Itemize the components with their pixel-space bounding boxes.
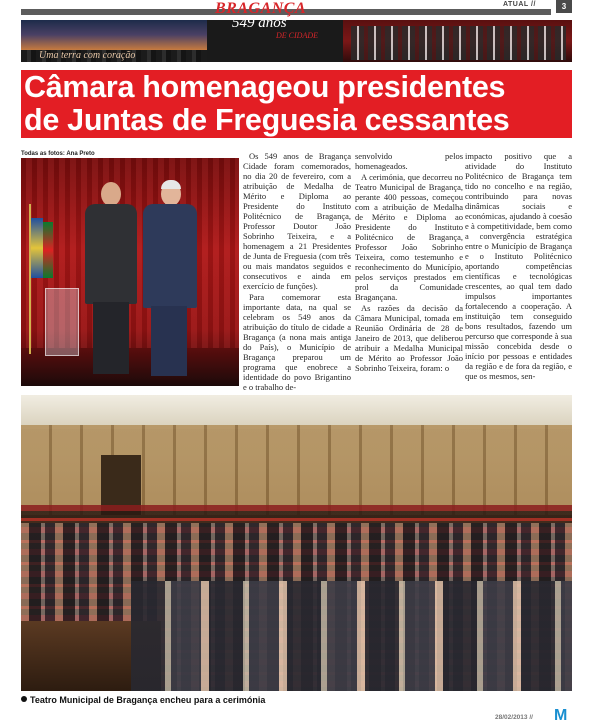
caption-text: Teatro Municipal de Bragança encheu para a cerimónia xyxy=(30,695,266,705)
banner-people-image xyxy=(351,26,566,60)
glass-lectern xyxy=(45,288,79,356)
masthead-banner xyxy=(21,20,572,62)
headline-line-1: Câmara homenageou presidentes xyxy=(24,70,506,104)
page-number: 3 xyxy=(556,0,572,13)
paragraph: impacto positivo que a atividade do Instituto Politécnico de Bragança tem tido no concelho e na região, contribuindo para novas dinâmicas sociais e económicas, ajudando à coesão e à competitividade, bem como a convergência estratégica entre o Município de Bragança e o Instituto Politécnico aportando competências científicas e tecnológicas crescentes, ao qual tem dado impulsos importantes fortalecendo a cooperação. A instituição tem conseguido bons resultados, fazendo um percurso que corresponde à sua missão concebida desde o início por pessoas e entidades da região e de fora da região, e que os mesmos, sen- xyxy=(465,151,572,381)
banner-tagline: Uma terra com coração xyxy=(39,50,136,61)
flag-blue xyxy=(31,218,43,278)
flag-portugal xyxy=(43,222,53,278)
paragraph: Para comemorar esta importante data, na qual se celebram os 549 anos da atribuição do título de cidade a Bragança (a nona mais antiga do País), o Município de Bragança preparou um programa que enobrece a identidade do povo Brigantino e o trabalho de- xyxy=(243,292,351,392)
paragraph: As razões da decisão da Câmara Municipal, tomada em Reunião Ordinária de 28 de Janeiro de 2013, que deliberou atribuir a Medalha Municipal de Mérito ao Professor João Sobrinho Teixeira, foram: o xyxy=(355,303,463,373)
article-column-1 xyxy=(243,151,351,392)
audience-front-row xyxy=(131,581,572,691)
article-column-3 xyxy=(465,151,572,381)
banner-anniversary: 549 anos xyxy=(232,15,287,31)
paragraph: Os 549 anos de Bragança Cidade foram comemorados, no dia 20 de fevereiro, com a atribuição de Medalha de Mérito e Diploma ao Presidente do Instituto Politécnico de Bragança, Professor Doutor João Sobrinho Teixeira, e a homenagem a 21 Presidentes de Junta de Freguesia (com três ou mais mandatos seguidos e consecutivos e ainda em exercício de funções). xyxy=(243,151,351,291)
banner-subtitle: DE CIDADE xyxy=(276,31,318,40)
medal-ceremony-photo xyxy=(21,158,239,386)
photo-credit: Todas as fotos: Ana Preto xyxy=(21,151,95,157)
person-right xyxy=(139,182,199,378)
section-label: ATUAL // xyxy=(503,1,536,8)
photo-caption xyxy=(21,695,265,705)
theatre-audience-photo xyxy=(21,395,572,691)
paragraph: senvolvido pelos homenageados. xyxy=(355,151,463,171)
bullet-icon xyxy=(21,696,27,702)
person-left xyxy=(85,182,139,378)
theatre-ceiling xyxy=(21,395,572,429)
issue-date: 28/02/2013 // xyxy=(495,714,533,721)
paragraph: A cerimónia, que decorreu no Teatro Municipal de Bragança, perante 400 pessoas, começou com a atribuição de Medalha de Mérito e Diploma ao Presidente do Instituto Politécnico de Bragança, Professor João Sobrinho Teixeira, como testemunho e reconhecimento do Município, pelos serviços prestados em prol da Comunidade Bragançana. xyxy=(355,172,463,302)
banner-city-name: BRAGANÇA xyxy=(215,0,307,17)
headline-line-2: de Juntas de Freguesia cessantes xyxy=(24,103,510,137)
article-column-2 xyxy=(355,151,463,373)
publication-logo: M xyxy=(554,707,568,724)
article-headline xyxy=(21,70,572,138)
